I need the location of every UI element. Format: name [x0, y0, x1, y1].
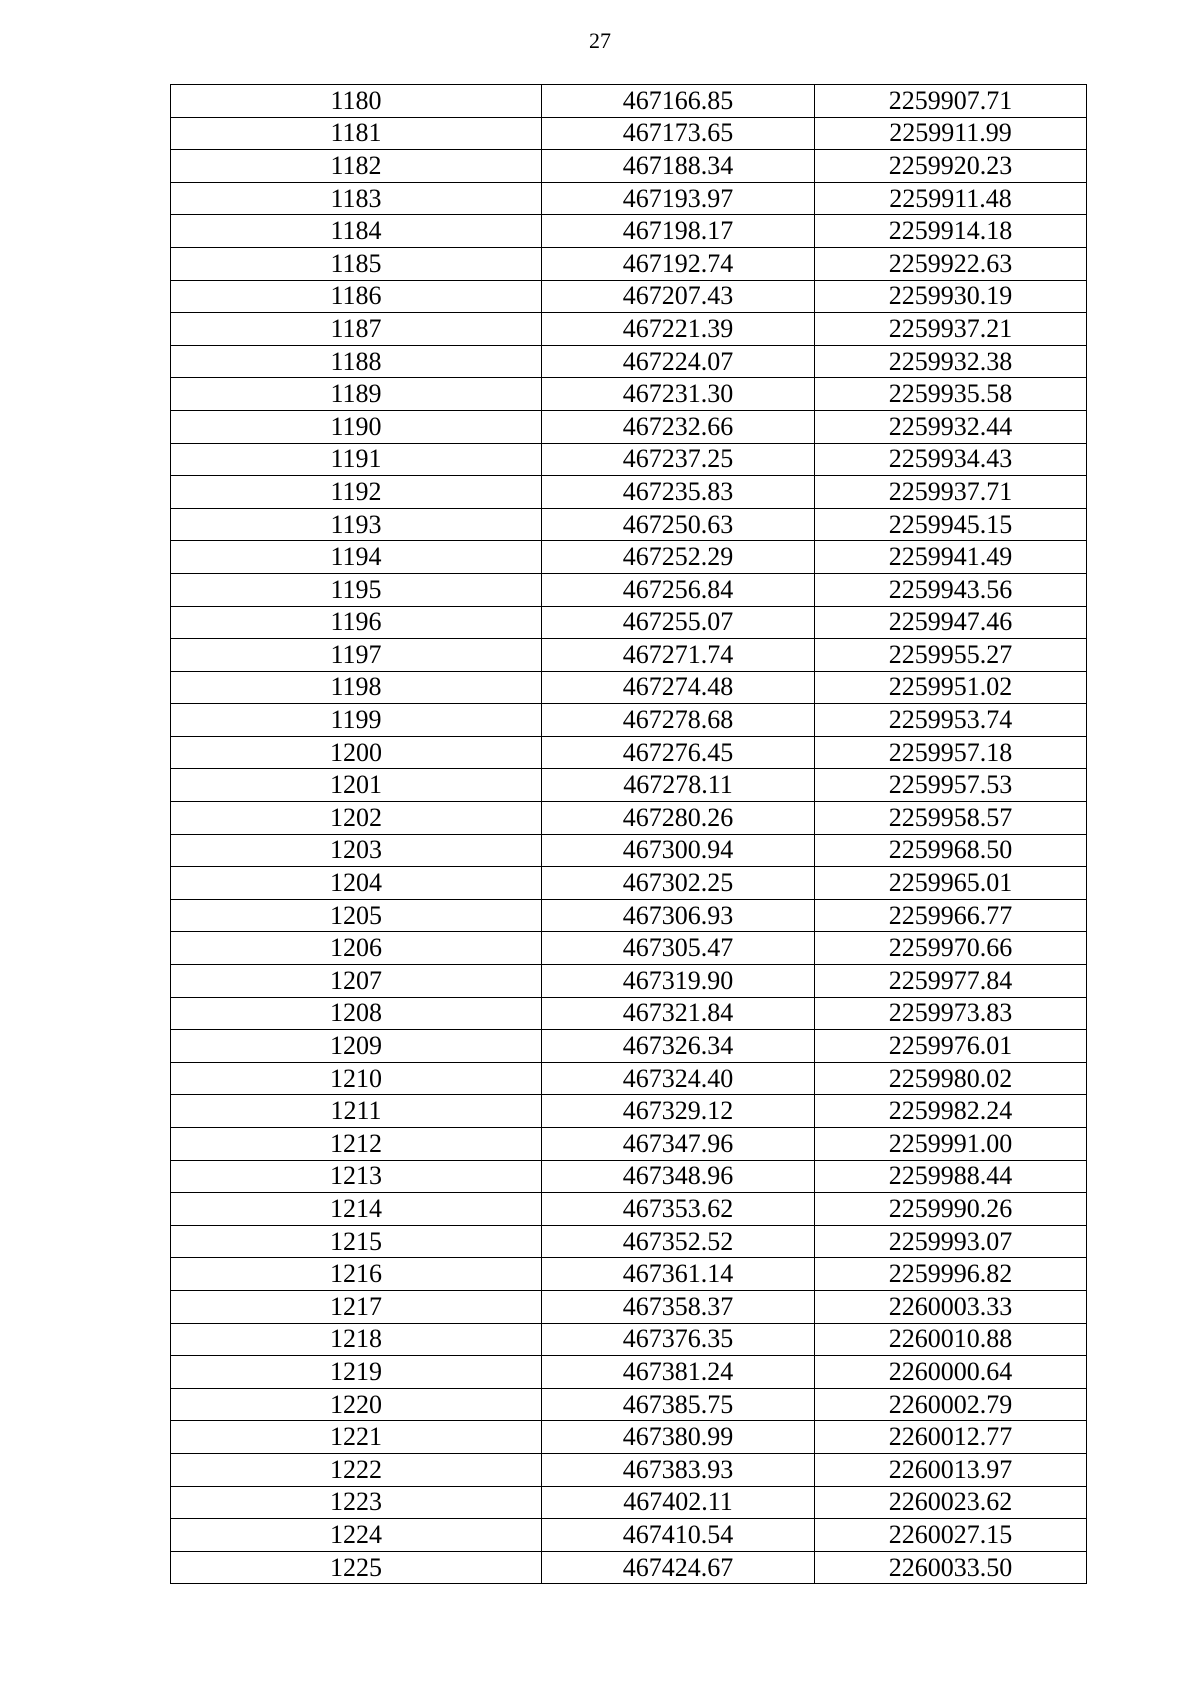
table-row — [171, 834, 1087, 867]
table-row — [171, 965, 1087, 998]
y-coordinate-cell: 2259941.49 — [815, 541, 1087, 574]
x-coordinate-cell: 467385.75 — [542, 1388, 815, 1421]
table-row — [171, 606, 1087, 639]
x-coordinate-cell: 467252.29 — [542, 541, 815, 574]
y-coordinate-cell: 2259934.43 — [815, 443, 1087, 476]
table-row — [171, 736, 1087, 769]
x-coordinate-cell: 467173.65 — [542, 117, 815, 150]
point-number-cell: 1191 — [171, 443, 542, 476]
y-coordinate-cell: 2259977.84 — [815, 965, 1087, 998]
point-number-cell: 1210 — [171, 1062, 542, 1095]
point-number-cell: 1214 — [171, 1193, 542, 1226]
y-coordinate-cell: 2259951.02 — [815, 671, 1087, 704]
x-coordinate-cell: 467319.90 — [542, 965, 815, 998]
table-row — [171, 1258, 1087, 1291]
x-coordinate-cell: 467424.67 — [542, 1551, 815, 1584]
y-coordinate-cell: 2259958.57 — [815, 802, 1087, 835]
x-coordinate-cell: 467271.74 — [542, 639, 815, 672]
x-coordinate-cell: 467347.96 — [542, 1128, 815, 1161]
table-row — [171, 1095, 1087, 1128]
table-row — [171, 1453, 1087, 1486]
y-coordinate-cell: 2259935.58 — [815, 378, 1087, 411]
x-coordinate-cell: 467324.40 — [542, 1062, 815, 1095]
point-number-cell: 1208 — [171, 997, 542, 1030]
y-coordinate-cell: 2259996.82 — [815, 1258, 1087, 1291]
x-coordinate-cell: 467237.25 — [542, 443, 815, 476]
x-coordinate-cell: 467306.93 — [542, 899, 815, 932]
x-coordinate-cell: 467278.11 — [542, 769, 815, 802]
point-number-cell: 1189 — [171, 378, 542, 411]
point-number-cell: 1190 — [171, 410, 542, 443]
x-coordinate-cell: 467380.99 — [542, 1421, 815, 1454]
y-coordinate-cell: 2259907.71 — [815, 85, 1087, 118]
y-coordinate-cell: 2260023.62 — [815, 1486, 1087, 1519]
table-row — [171, 443, 1087, 476]
y-coordinate-cell: 2259947.46 — [815, 606, 1087, 639]
x-coordinate-cell: 467232.66 — [542, 410, 815, 443]
point-number-cell: 1206 — [171, 932, 542, 965]
table-row — [171, 85, 1087, 118]
x-coordinate-cell: 467198.17 — [542, 215, 815, 248]
table-row — [171, 769, 1087, 802]
x-coordinate-cell: 467250.63 — [542, 508, 815, 541]
y-coordinate-cell: 2259957.18 — [815, 736, 1087, 769]
y-coordinate-cell: 2259976.01 — [815, 1030, 1087, 1063]
table-row — [171, 1551, 1087, 1584]
table-row — [171, 1225, 1087, 1258]
table-row — [171, 476, 1087, 509]
y-coordinate-cell: 2260010.88 — [815, 1323, 1087, 1356]
table-row — [171, 150, 1087, 183]
point-number-cell: 1211 — [171, 1095, 542, 1128]
y-coordinate-cell: 2259988.44 — [815, 1160, 1087, 1193]
point-number-cell: 1202 — [171, 802, 542, 835]
table-row — [171, 704, 1087, 737]
point-number-cell: 1185 — [171, 247, 542, 280]
table-row — [171, 508, 1087, 541]
x-coordinate-cell: 467221.39 — [542, 313, 815, 346]
point-number-cell: 1218 — [171, 1323, 542, 1356]
point-number-cell: 1183 — [171, 182, 542, 215]
table-row — [171, 182, 1087, 215]
x-coordinate-cell: 467188.34 — [542, 150, 815, 183]
point-number-cell: 1181 — [171, 117, 542, 150]
point-number-cell: 1188 — [171, 345, 542, 378]
table-row — [171, 899, 1087, 932]
x-coordinate-cell: 467305.47 — [542, 932, 815, 965]
point-number-cell: 1220 — [171, 1388, 542, 1421]
y-coordinate-cell: 2259937.21 — [815, 313, 1087, 346]
point-number-cell: 1224 — [171, 1519, 542, 1552]
table-row — [171, 1193, 1087, 1226]
point-number-cell: 1201 — [171, 769, 542, 802]
x-coordinate-cell: 467193.97 — [542, 182, 815, 215]
y-coordinate-cell: 2259932.38 — [815, 345, 1087, 378]
x-coordinate-cell: 467207.43 — [542, 280, 815, 313]
y-coordinate-cell: 2259957.53 — [815, 769, 1087, 802]
table-row — [171, 1323, 1087, 1356]
table-row — [171, 1160, 1087, 1193]
point-number-cell: 1198 — [171, 671, 542, 704]
x-coordinate-cell: 467381.24 — [542, 1356, 815, 1389]
table-row — [171, 802, 1087, 835]
y-coordinate-cell: 2259922.63 — [815, 247, 1087, 280]
y-coordinate-cell: 2259955.27 — [815, 639, 1087, 672]
table-row — [171, 1388, 1087, 1421]
table-row — [171, 1290, 1087, 1323]
table-row — [171, 378, 1087, 411]
y-coordinate-cell: 2259968.50 — [815, 834, 1087, 867]
x-coordinate-cell: 467278.68 — [542, 704, 815, 737]
table-row — [171, 932, 1087, 965]
table-row — [171, 117, 1087, 150]
table-row — [171, 541, 1087, 574]
y-coordinate-cell: 2259920.23 — [815, 150, 1087, 183]
page-number: 27 — [589, 28, 611, 53]
y-coordinate-cell: 2260013.97 — [815, 1453, 1087, 1486]
x-coordinate-cell: 467255.07 — [542, 606, 815, 639]
x-coordinate-cell: 467256.84 — [542, 573, 815, 606]
point-number-cell: 1193 — [171, 508, 542, 541]
y-coordinate-cell: 2259993.07 — [815, 1225, 1087, 1258]
point-number-cell: 1212 — [171, 1128, 542, 1161]
y-coordinate-cell: 2259911.48 — [815, 182, 1087, 215]
y-coordinate-cell: 2259911.99 — [815, 117, 1087, 150]
table-row — [171, 345, 1087, 378]
x-coordinate-cell: 467274.48 — [542, 671, 815, 704]
y-coordinate-cell: 2259930.19 — [815, 280, 1087, 313]
point-number-cell: 1203 — [171, 834, 542, 867]
point-number-cell: 1205 — [171, 899, 542, 932]
point-number-cell: 1194 — [171, 541, 542, 574]
point-number-cell: 1207 — [171, 965, 542, 998]
point-number-cell: 1209 — [171, 1030, 542, 1063]
x-coordinate-cell: 467383.93 — [542, 1453, 815, 1486]
point-number-cell: 1199 — [171, 704, 542, 737]
coordinates-table — [170, 84, 1087, 1584]
y-coordinate-cell: 2259970.66 — [815, 932, 1087, 965]
x-coordinate-cell: 467280.26 — [542, 802, 815, 835]
y-coordinate-cell: 2260027.15 — [815, 1519, 1087, 1552]
point-number-cell: 1217 — [171, 1290, 542, 1323]
x-coordinate-cell: 467352.52 — [542, 1225, 815, 1258]
point-number-cell: 1223 — [171, 1486, 542, 1519]
point-number-cell: 1216 — [171, 1258, 542, 1291]
y-coordinate-cell: 2259914.18 — [815, 215, 1087, 248]
table-row — [171, 247, 1087, 280]
coordinates-table-body — [171, 85, 1087, 1584]
x-coordinate-cell: 467358.37 — [542, 1290, 815, 1323]
point-number-cell: 1215 — [171, 1225, 542, 1258]
x-coordinate-cell: 467348.96 — [542, 1160, 815, 1193]
x-coordinate-cell: 467353.62 — [542, 1193, 815, 1226]
point-number-cell: 1196 — [171, 606, 542, 639]
point-number-cell: 1184 — [171, 215, 542, 248]
table-row — [171, 639, 1087, 672]
x-coordinate-cell: 467376.35 — [542, 1323, 815, 1356]
x-coordinate-cell: 467402.11 — [542, 1486, 815, 1519]
y-coordinate-cell: 2259991.00 — [815, 1128, 1087, 1161]
y-coordinate-cell: 2259953.74 — [815, 704, 1087, 737]
point-number-cell: 1200 — [171, 736, 542, 769]
x-coordinate-cell: 467276.45 — [542, 736, 815, 769]
point-number-cell: 1192 — [171, 476, 542, 509]
y-coordinate-cell: 2259965.01 — [815, 867, 1087, 900]
y-coordinate-cell: 2259937.71 — [815, 476, 1087, 509]
y-coordinate-cell: 2259945.15 — [815, 508, 1087, 541]
table-row — [171, 1421, 1087, 1454]
y-coordinate-cell: 2259982.24 — [815, 1095, 1087, 1128]
point-number-cell: 1222 — [171, 1453, 542, 1486]
table-row — [171, 1486, 1087, 1519]
x-coordinate-cell: 467166.85 — [542, 85, 815, 118]
table-row — [171, 867, 1087, 900]
table-row — [171, 1356, 1087, 1389]
table-row — [171, 280, 1087, 313]
x-coordinate-cell: 467192.74 — [542, 247, 815, 280]
table-row — [171, 997, 1087, 1030]
y-coordinate-cell: 2259973.83 — [815, 997, 1087, 1030]
y-coordinate-cell: 2260012.77 — [815, 1421, 1087, 1454]
x-coordinate-cell: 467329.12 — [542, 1095, 815, 1128]
y-coordinate-cell: 2260002.79 — [815, 1388, 1087, 1421]
y-coordinate-cell: 2260003.33 — [815, 1290, 1087, 1323]
point-number-cell: 1180 — [171, 85, 542, 118]
y-coordinate-cell: 2259943.56 — [815, 573, 1087, 606]
x-coordinate-cell: 467321.84 — [542, 997, 815, 1030]
y-coordinate-cell: 2259980.02 — [815, 1062, 1087, 1095]
table-row — [171, 313, 1087, 346]
x-coordinate-cell: 467361.14 — [542, 1258, 815, 1291]
point-number-cell: 1197 — [171, 639, 542, 672]
point-number-cell: 1204 — [171, 867, 542, 900]
table-row — [171, 1030, 1087, 1063]
y-coordinate-cell: 2259990.26 — [815, 1193, 1087, 1226]
table-row — [171, 1519, 1087, 1552]
table-row — [171, 1062, 1087, 1095]
point-number-cell: 1187 — [171, 313, 542, 346]
table-row — [171, 573, 1087, 606]
y-coordinate-cell: 2260000.64 — [815, 1356, 1087, 1389]
point-number-cell: 1213 — [171, 1160, 542, 1193]
table-row — [171, 410, 1087, 443]
table-row — [171, 1128, 1087, 1161]
x-coordinate-cell: 467302.25 — [542, 867, 815, 900]
table-row — [171, 215, 1087, 248]
x-coordinate-cell: 467235.83 — [542, 476, 815, 509]
y-coordinate-cell: 2259966.77 — [815, 899, 1087, 932]
point-number-cell: 1186 — [171, 280, 542, 313]
y-coordinate-cell: 2260033.50 — [815, 1551, 1087, 1584]
x-coordinate-cell: 467224.07 — [542, 345, 815, 378]
x-coordinate-cell: 467326.34 — [542, 1030, 815, 1063]
table-row — [171, 671, 1087, 704]
x-coordinate-cell: 467231.30 — [542, 378, 815, 411]
x-coordinate-cell: 467300.94 — [542, 834, 815, 867]
point-number-cell: 1225 — [171, 1551, 542, 1584]
point-number-cell: 1195 — [171, 573, 542, 606]
y-coordinate-cell: 2259932.44 — [815, 410, 1087, 443]
point-number-cell: 1219 — [171, 1356, 542, 1389]
point-number-cell: 1182 — [171, 150, 542, 183]
point-number-cell: 1221 — [171, 1421, 542, 1454]
x-coordinate-cell: 467410.54 — [542, 1519, 815, 1552]
